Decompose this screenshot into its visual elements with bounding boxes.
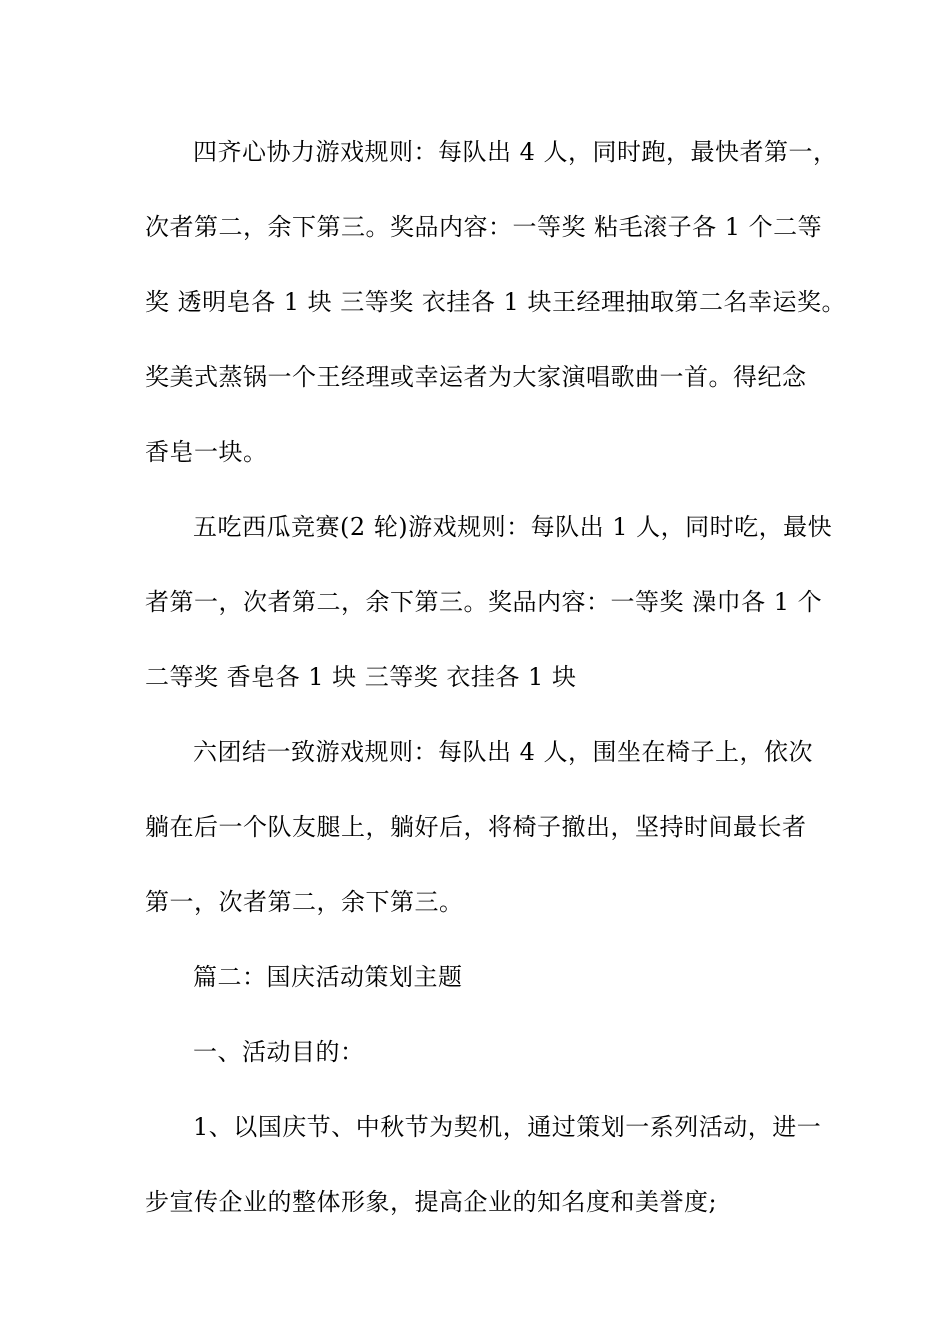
section-heading: 篇二：国庆活动策划主题 <box>193 963 463 991</box>
text-line: 奖 透明皂各 1 块 三等奖 衣挂各 1 块王经理抽取第二名幸运奖。 <box>145 288 846 316</box>
text-line: 第一，次者第二，余下第三。 <box>145 888 464 916</box>
text-line: 1、以国庆节、中秋节为契机，通过策划一系列活动，进一 <box>193 1113 822 1141</box>
text-line: 步宣传企业的整体形象，提高企业的知名度和美誉度; <box>145 1188 718 1216</box>
text-line: 二等奖 香皂各 1 块 三等奖 衣挂各 1 块 <box>145 663 577 691</box>
subsection-heading: 一、活动目的： <box>193 1038 365 1066</box>
text-line: 四齐心协力游戏规则：每队出 4 人，同时跑，最快者第一， <box>193 138 838 166</box>
text-line: 奖美式蒸锅一个王经理或幸运者为大家演唱歌曲一首。得纪念 <box>145 363 807 391</box>
text-line: 者第一，次者第二，余下第三。奖品内容：一等奖 澡巾各 1 个 <box>145 588 823 616</box>
text-line: 次者第二，余下第三。奖品内容：一等奖 粘毛滚子各 1 个二等 <box>145 213 823 241</box>
text-line: 六团结一致游戏规则：每队出 4 人，围坐在椅子上，依次 <box>193 738 814 766</box>
text-line: 香皂一块。 <box>145 438 268 466</box>
text-line: 五吃西瓜竞赛(2 轮)游戏规则：每队出 1 人，同时吃，最快 <box>193 513 833 541</box>
text-line: 躺在后一个队友腿上，躺好后，将椅子撤出，坚持时间最长者 <box>145 813 807 841</box>
